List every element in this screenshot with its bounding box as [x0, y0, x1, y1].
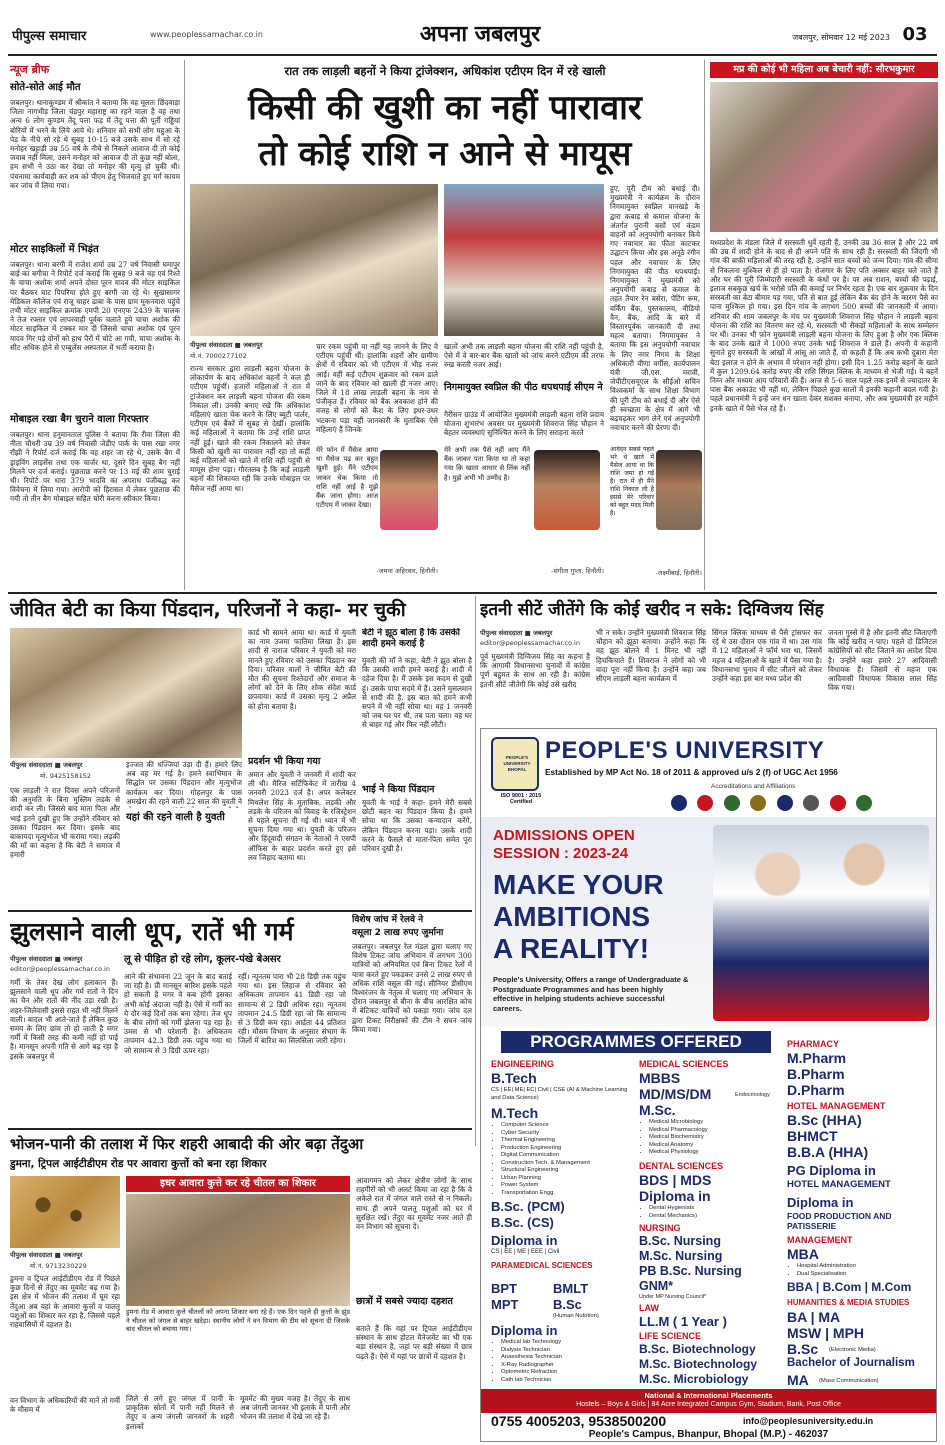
- column-divider: [184, 60, 185, 590]
- dm-sub: Endocrinology: [735, 1092, 770, 1098]
- dental-diploma: Diploma in: [639, 1188, 711, 1204]
- msc-item: • Medical Pharmacology: [649, 1127, 779, 1135]
- digvijay-col-4: जनता गुस्से में है और इतनी सीट जिताएगी कि कोई खरीद न पाए। पहले दो डिजिटल कांग्रेसियों को सीट जिताने का आदेश दिया है। उन्होंने कहा हमारे 27 आदिवासी विधायक हैं। जिसमें से महज एक आदिवासी विधायक विकास लाल सिंह विक गया।: [828, 628, 937, 693]
- mtech-item: • Structural Engineering: [501, 1167, 631, 1175]
- bsc-cs: B.Sc. (CS): [491, 1215, 554, 1230]
- dental-item: • Dental Hygienists: [649, 1205, 779, 1213]
- leopard-col-1: डुमना व ट्रिपल आईटीडीएम रोड में पिछले कुछ दिनों से तेंदुए का मूवमेंट बढ़ गया है। इस क्षेत्र में भोजन की तलाश में घूम रहा तेंदुआ अब यहां के आवारा कुत्तों व पालतू पशुओं का शिकार कर रहा है, जिससे पहले राहवासियों में दहशत है।: [10, 1274, 120, 1330]
- hotel-item-3: B.B.A (HHA): [787, 1144, 869, 1160]
- mba-item: • Hospital Administration: [797, 1263, 932, 1271]
- page-number: 03: [902, 24, 928, 45]
- msc-list: [649, 1119, 779, 1159]
- heat-headline: झुलसाने वाली धूप, रातें भी गर्म: [10, 917, 294, 946]
- paper-logo: पीपुल्स समाचार: [12, 29, 87, 44]
- masthead: [0, 0, 945, 58]
- mba-item: • Dual Specialisation: [797, 1271, 932, 1279]
- digvijay-headline: इतनी सीटें जीतेंगे कि कोई खरीद न सके: दिग्विजय सिंह: [480, 600, 824, 620]
- bsc-nutrition-sub: (Human Nutrition): [553, 1313, 599, 1319]
- bba-row: BBA | B.Com | M.Com: [787, 1280, 912, 1294]
- dateline: जबलपुर, सोमवार 12 मई 2023: [792, 33, 890, 42]
- ad-iso: ISO 9001 : 2015 Certified: [500, 793, 542, 805]
- mtech-item: • Production Engineering: [501, 1145, 631, 1153]
- lead-headline-1: किसी की खुशी का नहीं पारावार: [248, 88, 642, 128]
- ad-accreditation: Accreditations and Affiliations: [711, 783, 796, 790]
- bsc-media-sub: (Electronic Media): [829, 1347, 876, 1353]
- pindan-col-3b: अमान और युवती ने जनवरी में शादी कर ली थी। मैरिज सर्टिफिकेट में तारीख 4 जनवरी 2023 दर्ज है। अपर कलेक्टर मिथलेश सिंह के मुताबिक, लड़की और लड़के के परिजन को विवाह के रजिस्ट्रेशन से पहले सूचना दी गई थी। ध्यान में भी सूचना दिया गया था। युवती के परिजन और हिंदूवादी संगठन के नेताओं ने एसपी ऑफिस के बाहर प्रदर्शन करते हुए इसे लव जिहाद बताया था।: [248, 770, 356, 862]
- leopard-col-4: [356, 1176, 472, 1440]
- quote-text-1: मेरे फोन में मैसेज आया था मैसेज पढ़ कर बहुत खुशी हुई। मैंने एटीएम जाकर चेक किया तो राशि नहीं आई है मुझे बैंक जाना होगा। आज एटीएम में जाकर देखा।: [316, 446, 378, 510]
- bds-mds: BDS | MDS: [639, 1172, 712, 1188]
- mbbs: MBBS: [639, 1070, 681, 1086]
- pindan-col-4b: युवती के भाई ने कहा- हमने मेरी सबसे छोटी बहन का पिंडदान किया है। हमने सोचा था कि उसका कन्यादान करेंगे, लेकिन पिंडदान करना पड़ा। उसके शादी करने के फैसले से माता-पिता समेत पूरा परिवार दुखी है।: [362, 798, 472, 854]
- pindan-col-3-head: प्रदर्शन भी किया गया: [248, 756, 321, 767]
- ls-item-3: M.Sc. Microbiology: [639, 1372, 749, 1386]
- digvijay-story: [480, 596, 937, 726]
- quote-box-1: [316, 446, 438, 586]
- paramedical-item: • Anaesthesia Technician: [501, 1354, 631, 1362]
- quote-box-3-container: [610, 446, 702, 586]
- students-photo: [713, 825, 929, 1021]
- mtech: M.Tech: [491, 1105, 539, 1121]
- pharmacy-head: PHARMACY: [787, 1039, 840, 1049]
- tagline-2: AMBITIONS: [493, 901, 651, 932]
- mtech-item: • Computer Science: [501, 1122, 631, 1130]
- pindan-photo: [10, 628, 242, 758]
- news-brief-label: न्यूज ब्रीफ: [10, 63, 50, 76]
- nursing-item-4: GNM*: [639, 1279, 674, 1293]
- pindan-col-2-text: इज्जत की धज्जियां उड़ा दी हैं। हमारे लिए अब वह मर गई है। हमने स्वाभिमान के सिद्धांत पर उसका पिंडदान और मृत्युभोज कार्यक्रम कर दिया। गोहलपुर के पास अमखेरा की रहने वाली 22 साल की युवती ने: [126, 760, 242, 806]
- section-rule-3: [8, 1128, 472, 1130]
- brief-body-3: जबलपुर। थाना हनुमानताल पुलिस ने बताया कि रीवा जिला की नीता चौधरी उम्र 39 वर्ष निवासी जेडीए पार्क के पास रखा नगर राँझी ने रिपोर्ट दर्ज कराई कि वह शहर जा रहे थे, उसके बैग में ड्राइविंग लाइसेंस तथा एक चार्जर था, दूसरे दिन सुबह बैग नहीं मिलने पर दर्ज कराई। पूछताछ करने पर 13 मई की शाम चुराई थी। रिपोर्ट पर धारा 379 भादवि का अपराध पंजीबद्ध कर विवेचना में लिया गया। आरोपी को हिरासत में लेकर पूछताछ की गयी तो तीन बैग मोबाइल सहित चोरी करना स्वीकार किया।: [10, 430, 180, 504]
- msc-item: • Medical Biochemistry: [649, 1134, 779, 1142]
- accreditation-badge: [856, 795, 872, 811]
- nursing-item-3: PB B.Sc. Nursing: [639, 1264, 742, 1278]
- mtech-item: • Transportation Engg.: [501, 1190, 631, 1198]
- paramedical-item: • Medical lab Technology: [501, 1339, 631, 1347]
- ad-logo-strip: [671, 795, 926, 813]
- diploma-eng: Diploma in: [491, 1233, 558, 1248]
- paramedical-head: PARAMEDICAL SCIENCES: [491, 1261, 593, 1270]
- dental-item: • Dental Mechanics): [649, 1213, 779, 1221]
- msw-mph: MSW | MPH: [787, 1325, 865, 1341]
- pindan-col-4-head: बेटी ने झूठ बोला है कि उसकी शादी हमने कराई है: [362, 628, 461, 649]
- lead-col-4: हुए, पूरी टीम को बधाई दी। मुख्यमंत्री ने कार्यक्रम के दौरान निगमायुक्त स्वप्निल वानखड़े के द्वारा कबाड़ से कमाल योजना के अंतर्गत पुरानी बसों एवं कंडम वाहनों को अनुपयोगी बनाकर किये गए नवाचार का फीता काटकर उद्घाटन किया और इस अनूठे रंगीन पहल और नवाचार के लिए निगमायुक्त की पीठ थपथपाई। निगमायुक्त ने मुख्यमंत्री को अनुपयोगी कबाड़ से कमाल के तहत तैयार रेन बसेरा, पेंटिंग रूम, वर्किंग बैंक, पुस्तकालय, वीडियो वैन, बैंक, आदि के बारे में विस्तारपूर्वक जानकारी दी तथा महत्व बताया। निगमायुक्त ने बताया कि इस अनुपयोगी नवाचार के लिए नगर निगम के शिक्षा अधिकारी वीणा वर्गीस, कार्यपालन यंत्री जी.एस. मरावी, जेपीटीएसयूएल के सीईओ सचिन विश्वकर्मा के साथ शिक्षा विभाग की पूरी टीम को बधाई दी और ऐसे ही स्वच्छता के क्षेत्र में आगे भी बढ़चढ़कर भाग लेने एवं अनुपयोगी नवाचार करने की प्रेरणा दी।: [610, 184, 700, 433]
- brief-title-3: मोबाइल रखा बैग चुराने वाला गिरफ्तार: [10, 414, 149, 425]
- ad-contact: [481, 1413, 936, 1441]
- ad-hero: [481, 817, 936, 1027]
- quote-text-3: आवेदन सबसे पहले भरे थे खाते में मैसेज आया था कि राशि जमा हो गई है। रात में ही मैंने राशि निकाल ली है इससे मेरे परिवार को बहुत मदद मिली है।: [610, 446, 654, 517]
- lead-photo-atm: [444, 184, 604, 336]
- quote-box-2: [444, 446, 604, 586]
- mtech-item: • Urban Planning: [501, 1175, 631, 1183]
- heat-col-3: रहीं। न्यूनतम पारा भी 28 डिग्री तक पहुंच गया था। इस लिहाज से रविवार को अधिकतम तापमान 41 डिग्री रहा जो सामान्य से 2 डिग्री अधिक रहा। न्यूनतम तापमान 24.5 डिग्री रहा जो कि सामान्य से 3 डिग्री कम रहा। आर्द्रता 44 प्रतिशत रही। मौसम विभाग के अनुसार संभाग के जिलों में बारिश का सिलसिला जारी रहेगा।: [238, 972, 346, 1046]
- quote-photo-3: [656, 450, 702, 530]
- quote-photo-2: [534, 450, 600, 530]
- lead-credit: पीपुल्स संवाददाता ■ जबलपुर: [190, 341, 263, 349]
- pindan-col-4-head2: भाई ने किया पिंडदान: [362, 784, 435, 795]
- pindan-phone: मो. 9425158152: [40, 772, 92, 780]
- heat-col-2: आने की संभावना 22 जून के बाद बताई जा रही है। प्री मानसून बारिश इसके पहले हो सकती है मगर वे कब होंगी इसका अभी कोई अंदाजा नहीं है। ऐसे में गर्मी का ये दौर कई दिनों तक बना रहेगा। तेज धूप के बीच लोगों को गर्मी झेलना पड़ रहा है। उमस से भी परेशानी है। अधिकतम तापमान 42.3 डिग्री तक पहुंच गया था जो सामान्य से 3 डिग्री ऊपर रहा।: [124, 972, 232, 1055]
- leopard-phone: मो.नं. 9713230229: [30, 1262, 87, 1270]
- msc-item: • Medical Anatomy: [649, 1142, 779, 1150]
- msc: M.Sc.: [639, 1102, 676, 1118]
- lead-col-1: राज्य सरकार द्वारा लाड़ली बहना योजना के लोकार्पण के बाद अधिकांश बहनों ने कल ही एटीएम पहुंचीं। हजारों महिलाओं ने रात में ट्रांजेक्शन कर लाड़ली बहना योजना की रकम निकाल ली। उनकी बनाए रखे कि अधिकांश महिलाएं खाता चेक करने के लिए ब्यूटी पार्लर, एटीएम एवं बैंकों में सुबह से देखीं। हालांकि कई महिलाओं ने बताया कि उन्हें राशि प्राप्त नहीं हुई। खाते की रकम निकालने को लेकर किसी को खुशी का पारावार नहीं रहा तो कहीं कई महिलाओं को खाते में राशि नहीं पहुंची से मायूस होना पड़ा। गौरतलब है कि कई लाड़ली बहनों की शिकायत रही कि उनके मोबाइल पर मैसेज नहीं आया था।: [190, 364, 310, 493]
- digvijay-email: editor@peoplessamachar.co.in: [480, 639, 580, 647]
- bpt: BPT: [491, 1281, 517, 1296]
- engineering-head: ENGINEERING: [491, 1059, 555, 1069]
- leopard-banner: इधर आवारा कुत्ते कर रहे चीतल का शिकार: [126, 1176, 350, 1192]
- diploma-eng-sub: CS | EE | ME | EEE | Civil: [491, 1249, 560, 1255]
- brief-body-2: जबलपुर। थाना बरगी में राजेश शर्मा उम्र 27 वर्ष निवासी घमापुर बाई का बगीचा ने रिपोर्ट दर्ज कराई कि सुबह 9 बजे वह एवं रिश्ते के चाचा अशोक शर्मा अपने दोस्त पूरन यादव की मोटर साइकिल पर बैठकर घाट पिपरिया होते हुए बरगी जा रहे थे। सुखासागर मेडिकल कॉलेज एवं राजू चाहर ढाबा के पास ग्राम मुकनवारा पहुंचे तभी मोटर साइकिल क्रमांक एमपी 20 एनएफ 2439 के चालक ने तेज रफ्तार एवं लापरवाही पूर्वक चलाते हुये चाचा अशोक की मोटर साइकिल में टक्कर मार दी जिससे चाचा अशोक एवं पूरन यादव गिर पड़े दोनों को हाथ पैरों में चोटे आ गयी, चाचा अशोक के सीट अधिक होने से एम्बुलेंस अस्पताल में भर्ती कराया है।: [10, 260, 180, 352]
- pindan-col-3: [248, 628, 356, 904]
- chital-caption: डुमना रोड में आवारा कुत्ते चीतलों को अपना शिकार बना रहे हैं। एक दिन पहले ही कुत्तों के झुंड ने चीतल को जंगल से बाहर खदेड़ा। स्थानीय लोगों ने वन विभाग की टीम को सूचना दी जिसके बाद चीतल को बचाया गया।: [126, 1308, 350, 1333]
- dental-head: DENTAL SCIENCES: [639, 1161, 724, 1171]
- website: www.peoplessamachar.co.in: [150, 30, 263, 39]
- quote-by-2: -संगीता गुप्ता, हिनौती।: [551, 567, 604, 575]
- mba-list: [797, 1263, 932, 1279]
- railway-story: [352, 914, 472, 1124]
- brief-title-1: सोते-सोते आई मौत: [10, 82, 81, 93]
- ad-brand: PEOPLE'S UNIVERSITY: [545, 737, 825, 764]
- ls-item-2: M.Sc. Biotechnology: [639, 1357, 758, 1371]
- diploma-food-1: Diploma in: [787, 1195, 854, 1210]
- news-brief: [10, 60, 180, 580]
- accreditation-badge: [803, 795, 819, 811]
- bachelor-journalism: Bachelor of Journalism: [787, 1357, 915, 1369]
- tagline-1: MAKE YOUR: [493, 869, 664, 900]
- lead-photo-ceremony: [190, 184, 438, 336]
- leopard-col-4-text: आवागमन को लेकर क्षेत्रीय लोगों के साथ राहगीरों को भी अलर्ट किया जा रहा है कि वे अकेले रात में जंगल वाले रास्ते से न निकलें। साथ ही अपने पालतू पशुओं को घर में सुरक्षित रखें। तेंदुए का मूवमेंट नजर आते ही वन विभाग को सूचना दें।: [356, 1176, 472, 1232]
- bsc-media: B.Sc: [787, 1341, 819, 1357]
- paramedical-item: • Cath lab Technician: [501, 1377, 631, 1385]
- paramedical-item: • Dialysis Technician: [501, 1347, 631, 1355]
- btech-sub: CS | EE| ME| EC| Civil | CSE (AI & Machine Learning and Data Science): [491, 1087, 628, 1101]
- quote-photo-1: [380, 450, 438, 530]
- right-body: मध्यप्रदेश के मंडला जिले में सरस्वती धुर्वे रहती हैं, उनकी उम्र 36 साल है और 22 वर्ष की उम्र में शादी होने के बाद से ही अपने पति के साथ रही हैं। सरस्वती की जिंदगी भी गांव की बाकी महिलाओं की तरह रही है, उन्होंने सात बच्चों को जन्म दिया। गांव की सीमा से निकलना मुश्किल से ही हो पाता है। रोजगार के लिए पति अक्सर बाहर चले जाते हैं और घर की पूरी जिम्मेदारी सरस्वती के कंधों पर है। पर अब राशन, बच्चों की पढ़ाई, इलाज सबकुछ खर्च के भरोसे पति की कमाई पर निर्भर रहता है। एक बार शुक्रवार के दिन सरस्वती का बेटा बीमार पड़ गया, पति से बात हुई लेकिन बैंक बंद होने के कारण पैसे का पाना मुश्किल हो गया। इस दिन गांव के लगभग 500 बच्चों की जानकारी में आया। शनिवार की शाम जबलपुर के मंच पर मुख्यमंत्री शिवराज सिंह चौहान ने लाड़ली बहना योजना की राशि का वितरण कर रहे थे, सरस्वती भी सैकड़ों महिलाओं के साथ सम्मेलन पर थीं। उनका भी फ़ोन मुख्यमंत्री लाड़ली बहना योजना के लिए हुआ है और एक क्लिक के बाद उनके खाते में 1000 रुपए उनके भाई शिवराज ने डाले हैं। अपनी ये कहानी सुनाते हुए सरस्वती के आंखों में आंसू आ जाते हैं, वो कहती हैं कि अब कभी दुबारा मेरा बेटा इलाज न होने के अभाव में परेशान नहीं होगा। इसी दिन 1.25 करोड़ बहनों के खाते में कुल 1209.64 करोड़ रुपए की राशि सिंगल क्लिक के माध्यम से भेजी गई। ये बहनें निम्न और मध्यम आय परिवारों की हैं। आज से 5-6 साल पहले तक इनमें से ज्यादातर के पास बैंक अकाउंट भी नहीं था, लेकिन पिछले कुछ सालों में इनकी कहानी बदल गयी है। पहले प्रधानमंत्री ने इन्हें जन धन खाता देकर सशक्त बनाया, और अब मुख्यमंत्री हर महीने इनके खाते में पैसे भेज रहे हैं।: [710, 238, 938, 413]
- quote-by-1: -जमना अहिरवार, हिनौती।: [376, 567, 438, 575]
- llm: LL.M ( 1 Year ): [639, 1314, 727, 1329]
- diploma-paramedical: Diploma in: [491, 1323, 558, 1338]
- pindan-col-2: [126, 760, 242, 904]
- mpt: MPT: [491, 1297, 519, 1312]
- diploma-food-2: FOOD PRODUCTION AND PATISSERIE: [787, 1211, 892, 1231]
- admissions-session: SESSION : 2023-24: [493, 845, 629, 862]
- heat-col-1: गर्मी के तेवर देख लोग हलाकान हैं। झुलसाने वाली धूप और गर्म रातों ने दिन का चैन और रातों की नींद उड़ा रखी है। शहर-जिलेवासी इससे राहत भी नहीं मिलने वाली। बादल भी आते-जाते हैं लेकिन कुछ समय के लिए छांव तो हो जाती है मगर गर्मी में किसी तरह की कमी नहीं हो पाई है। मानसून अपनी गति से आगे बढ़ रहा है इसके जबलपुर में: [10, 978, 118, 1061]
- leopard-col-3: मूवमेंट की मुख्य वजह है। तेंदुए के साथ अब जंगली जानवर भी इलाके में पानी और भोजन की तलाश में देखे जा रहे हैं।: [240, 1394, 350, 1422]
- accreditation-badge: [697, 795, 713, 811]
- bmlt: BMLT: [553, 1281, 589, 1296]
- right-feature: [710, 60, 938, 590]
- hotel-item-2: BHMCT: [787, 1128, 838, 1144]
- nursing-head: NURSING: [639, 1223, 681, 1233]
- digvijay-col-1: पूर्व मुख्यमंत्री दिग्विजय सिंह का कहना है कि आगामी विधानसभा चुनावों में कांग्रेस पूर्ण बहुमत के साथ आ रही है। कांग्रेस इतनी सीटें जीतेगी कि कोई उसे खरीद: [480, 652, 590, 689]
- accreditation-badge: [724, 795, 740, 811]
- chital-photo: [126, 1194, 350, 1306]
- humanities-head: HUMANITIES & MEDIA STUDIES: [787, 1298, 910, 1307]
- accreditation-badge: [750, 795, 766, 811]
- ad-email: info@peoplesuniversity.edu.in: [743, 1416, 874, 1426]
- leopard-headline: भोजन-पानी की तलाश में फिर शहरी आबादी की ओर बढ़ा तेंदुआ: [10, 1135, 364, 1153]
- right-banner: मप्र की कोई भी महिला अब बेचारी नहीं: सौरभकुमार: [710, 62, 938, 78]
- ba-ma: BA | MA: [787, 1309, 841, 1325]
- pindan-col-4-text: युवती की माँ ने कहा, बेटी ने झूठ बोला है कि उसकी शादी हमने कराई है। शादी में दहेज दिया है। मैं उसके इस कदम से दुखी हूं। उसके पापा सदमे में हैं। उसने मुसलमान से शादी की है, इस बात को हमने कभी सपने में भी नहीं सोचा था। वह 1 जनवरी को जब घर पर थी, तब पता चला। वह घर से बाहर गई और फिर नहीं लौटी।: [362, 656, 472, 730]
- mba: MBA: [787, 1246, 819, 1262]
- placement-line: National & International Placements: [644, 1391, 773, 1400]
- pindan-col-4: [362, 628, 472, 904]
- ad-crest: [491, 737, 539, 791]
- programmes-col-2: [639, 1059, 779, 1389]
- ls-item-1: B.Sc. Biotechnology: [639, 1342, 756, 1356]
- bsc-nutrition: B.Sc: [553, 1297, 582, 1312]
- heat-credit: पीपुल्स संवाददाता ■ जबलपुर: [10, 955, 83, 963]
- medical-head: MEDICAL SCIENCES: [639, 1059, 729, 1069]
- ma-mass-sub: (Mass Communication): [819, 1378, 879, 1384]
- mtech-item: • Power System: [501, 1182, 631, 1190]
- nursing-note: Under MP Nursing Council*: [639, 1294, 707, 1300]
- msc-item: • Medical Physiology: [649, 1149, 779, 1157]
- lead-col-2: चार रकम पहुंची या नहीं यह जानने के लिए वे एटीएम पहुंची थीं। हालांकि शहरों और ग्रामीण क्षेत्रों में रविवार को भी एटीएम में भीड़ नजर आई। वहीं कई एटीएम शुक्रवार को रकम डाले जाने के बाद रविवार को खाली ही नजर आए। जिले में 18 लाख लाड़ली बहना के नाम से पंजीकृत हैं। रविवार को बैंक अवकाश होने की वजह से लोगों को कैश के लिए इधर-उधर भटकना पड़ा वहीं जानकारी के मुताबिक ऐसे महिलाएं हैं जिनके: [316, 342, 438, 434]
- mdms: MD/MS/DM: [639, 1086, 712, 1102]
- heat-story: [10, 914, 346, 1124]
- pindan-headline: जीवित बेटी का किया पिंडदान, परिजनों ने कहा- मर चुकी: [10, 599, 406, 621]
- railway-body: जबलपुर। जबलपुर रेल मंडल द्वारा चलाए गए विशेष टिकट जांच अभियान में लगभग 300 यात्रियों को अनियमित एवं बिना टिकट रेलों में यात्रा करते हुए पकड़कर उनसे 2 लाख रुपए से अधिक राशि वसूल की गई। सीनियर डीसीएम विश्वरंजन के नेतृत्व में चलाए गए अभियान के दौरान जबलपुर से बीना के बीच आरक्षित कोच में बेटिकट यात्रियों को पकड़ा गया। जांच दल द्वारा टिकट निरीक्षकों की टीम ने सघन जांच किया गया।: [352, 942, 472, 1034]
- mtech-item: • Cyber Security: [501, 1130, 631, 1138]
- leopard-credit: पीपुल्स संवाददाता ■ जबलपुर: [10, 1251, 83, 1259]
- msc-item: • Medical Microbiology: [649, 1119, 779, 1127]
- pg-diploma-2: HOTEL MANAGEMENT: [787, 1179, 891, 1190]
- railway-headline-1: विशेष जांच में रेलवे ने: [352, 915, 424, 925]
- nursing-item-2: M.Sc. Nursing: [639, 1249, 723, 1263]
- railway-headline-2: वसूला 2 लाख रुपए जुर्माना: [352, 928, 444, 938]
- nursing-item-1: B.Sc. Nursing: [639, 1234, 721, 1248]
- programmes-col-1: [491, 1059, 631, 1319]
- leopard-story: [10, 1132, 472, 1442]
- lead-kicker: रात तक लाड़ली बहनों ने किया ट्रांजेक्शन, अधिकांश एटीएम दिन में रहे खाली: [284, 64, 606, 78]
- leopard-sub: डुमना, ट्रिपल आईटीडीएम रोड पर आवारा कुत्तों को बना रहा शिकार: [10, 1158, 267, 1170]
- leopard-col-2: जिले से लगे हुए जंगल में पानी के प्राकृतिक स्रोतों में पानी नहीं मिलने से तेंदुए व अन्य जंगली जानवरों के शहरी इलाकों: [126, 1394, 234, 1431]
- ad-desc: People's University, Offers a range of Undergraduate & Postgraduate Programmes and has been highly effective in helping students achieve successful careers.: [493, 975, 689, 1013]
- btech: B.Tech: [491, 1070, 537, 1086]
- lead-sub-body: गैरीसन ग्राउंड में आयोजित मुख्यमंत्री लाड़ली बहना राशि प्रदाय योजना शुभारंभ अवसर पर मुख्यमंत्री शिवराज सिंह चौहान ने बेहतर व्यवस्थाएं सुनिश्चित करने के लिए सराहना करते: [444, 410, 604, 438]
- ad-established: Established by MP Act No. 18 of 2011 & approved u/s 2 (f) of UGC Act 1956: [545, 767, 838, 777]
- pharmacy-item-2: B.Pharm: [787, 1066, 845, 1082]
- mtech-item: • Digital Communication: [501, 1152, 631, 1160]
- column-divider-2: [704, 60, 705, 590]
- masthead-rule: [8, 54, 937, 56]
- brief-title-2: मोटर साइकिलों में भिड़ंत: [10, 244, 99, 255]
- pindan-story: [10, 596, 472, 906]
- ma-mass: MA: [787, 1372, 809, 1388]
- hotel-item-1: B.Sc (HHA): [787, 1112, 862, 1128]
- lead-headline-2: तो कोई राशि न आने से मायूस: [258, 134, 632, 174]
- heat-email: editor@peoplessamachar.co.in: [10, 965, 110, 973]
- lead-col-3: खातों अभी तक लाड़ली बहना योजना की राशि नहीं पहुंची है, ऐसे में वे बार-बार बैंक खातों को जांच करने एटीएम की तरफ रुख करती नजर आई।: [444, 342, 604, 370]
- programmes-banner: PROGRAMMES OFFERED: [501, 1031, 771, 1053]
- ad-address: People's Campus, Bhanpur, Bhopal (M.P.) - 462037: [588, 1429, 829, 1440]
- paramedical-item: • Optometric Refraction: [501, 1369, 631, 1377]
- ad-phone: 0755 4005203, 9538500200: [491, 1413, 667, 1429]
- admissions-open: ADMISSIONS OPEN: [493, 827, 635, 844]
- accreditation-badge: [777, 795, 793, 811]
- leopard-photo: [10, 1176, 120, 1248]
- pindan-credit: पीपुल्स संवाददाता ■ जबलपुर: [10, 761, 83, 769]
- lead-sub-title: निगमायुक्त स्वप्निल की पीठ थपथपाई सीएम ने: [444, 382, 603, 393]
- section-rule-1: [8, 592, 937, 594]
- heat-sub: लू से पीड़ित हो रहे लोग, कूलर-पंखे बेअसर: [124, 954, 281, 965]
- pharmacy-item-1: M.Pharm: [787, 1050, 847, 1066]
- tagline-3: A REALITY!: [493, 933, 650, 964]
- programmes-col-3: [787, 1039, 932, 1389]
- facilities-line: Hostels – Boys & Girls | 84 Acre Integrated Campus Gym, Stadium, Bank, Post Office: [576, 1401, 841, 1408]
- digvijay-credit: पीपुल्स संवाददाता ■ जबलपुर: [480, 629, 553, 637]
- dental-list: [649, 1205, 779, 1221]
- pindan-col-1: एक लाड़ली ने रात दिवस अपने परिजनों की अनुमति के बिना मुस्लिम लड़के से शादी कर ली। जिससे बाद माता पिता और भाई इतने दुखी हुए कि उन्होंने रविवार को उसका पिंडदान कर दिया। इसके बाद बाकायदा मृत्युभोज भी कराया गया। लड़की की माँ का कहना है कि बेटी ने समाज में हमारी: [10, 786, 120, 860]
- peoples-university-ad: [480, 728, 937, 1442]
- leopard-col-4-head: छात्रों में सबसे ज्यादा दहशत: [356, 1296, 453, 1307]
- paramedical-item: • X-Ray Radiographer: [501, 1362, 631, 1370]
- section-rule-2: [8, 910, 472, 912]
- hotel-head: HOTEL MANAGEMENT: [787, 1101, 886, 1111]
- right-photo: [710, 82, 938, 232]
- pg-diploma-1: PG Diploma in: [787, 1163, 876, 1178]
- law-head: LAW: [639, 1303, 659, 1313]
- digvijay-col-2: भी न सके। उन्होंने मुख्यमंत्री शिवराज सिंह चौहान को झूठा बताया। उन्होंने कहा कि वह झूठ बोलने में 1 मिनट भी नहीं हिचकिचाते हैं। शिवराज ने लोगों को भी वादा पूरा नहीं किया है। उन्होंने कहा जब सीएम लाड़ली बहना कार्यक्रम में: [596, 628, 706, 684]
- lead-phone: मो.नं. 7000277102: [190, 352, 247, 360]
- bsc-pcm: B.Sc. (PCM): [491, 1199, 565, 1214]
- accreditation-badge: [830, 795, 846, 811]
- brief-body-1: जबलपुर। थानाकुण्डम में श्रीकांत ने बताया कि वह मूलतः छिंदवाड़ा जिला नागभीड़ जिला चंद्रपुर महाराष्ट्र का रहने वाला है वह तथा अन्य 6 लोग कुण्डम तेंदू पत्ता फड़ में तेंदू पत्ता की पूर्ती गड्डियां बोरियों में भरने के लिये आये थे। शनिवार को सभी लोग महुआ के पेड़ के नीचे सो रहे थे सुबह 10-15 बजे उसके साथ में सो रहे मनोहर खट्टाड़ी उम्र 55 वर्ष के नीचे से निकले आवाज दी तो कोई जवाब नहीं मिला, उसने मनोहर को आवाज दी तो कुछ नहीं बोला, हम सभी ने उठा कर देखा तो मनोहर की मृत्यु हो चुकी थी। पंचनामा कार्यवाही कर शव को पीएम हेतु भिजवाते हुए मर्ग कायम कर जांच में लिया गया।: [10, 98, 180, 190]
- diploma-paramedical-list: [501, 1339, 631, 1385]
- mtech-item: • Thermal Engineering: [501, 1137, 631, 1145]
- quote-by-3: -लक्ष्मीबाई, हिनौती।: [655, 569, 702, 577]
- leopard-col-1b: वन विभाग के अधिकारियों की मानें तो गर्मी के मौसम में: [10, 1396, 120, 1415]
- digvijay-col-3: सिंगल क्लिक माध्यम से पैसे ट्रांसफर कर रहे थे उस दौरान एक गांव में था। उस गांव में 12 महिलाओं ने फॉर्म भरा था, जिसमें महज 4 महिलाओं के खाते में पैसा गया है। विधानसभा चुनाव में सीट जीतने को लेकर उन्होंने कहा इस बार मध्य प्रदेश की: [712, 628, 822, 684]
- column-divider-3: [475, 596, 476, 1146]
- accreditation-badge: [671, 795, 687, 811]
- crest-text: PEOPLE'S UNIVERSITY BHOPAL: [503, 755, 531, 772]
- life-science-head: LIFE SCIENCE: [639, 1331, 702, 1341]
- pindan-col-3-text: कार्ड भी सामने आया था। कार्ड में युवती का नाम उजमा फातिमा लिखा है। इस शादी से नाराज परिवार ने युवती को मरा मानते हुए रविवार को उसका पिंडदान कर दिया। परिवार वालों ने जीवित बेटी की मौत की सूचना रिश्तेदारों और समाज के लोगों को देने के लिए शोक संदेश कार्ड छपवाया। कार्ड में उसका मृत्यु 2 अप्रैल को होना बताया है।: [248, 628, 356, 711]
- management-head: MANAGEMENT: [787, 1235, 853, 1245]
- mtech-item: • Construction Tech. & Management: [501, 1160, 631, 1168]
- quote-text-2: मेरे अभी तक पैसे नहीं आए मैंने बैंक जाकर पता किया था तो कहा गया कि खाता आधार से लिंक नहीं है। मुझे अभी भी उम्मीद है।: [444, 446, 530, 482]
- pharmacy-item-3: D.Pharm: [787, 1082, 845, 1098]
- section-title: अपना जबलपुर: [419, 22, 541, 47]
- leopard-col-4b: बताते हैं कि यहां पर ट्रिपल आईटीडीएम संस्थान के साथ होटल मैनेजमेंट का भी एक बड़ा संस्थान है, जहां पर बड़ी संख्या में छात्र पढ़ते हैं। ऐसे में यहां पर छात्रों में दहशत है।: [356, 1324, 472, 1361]
- pindan-col-2-head: यहां की रहने वाली है युवती: [126, 812, 225, 823]
- mtech-list: [501, 1122, 631, 1198]
